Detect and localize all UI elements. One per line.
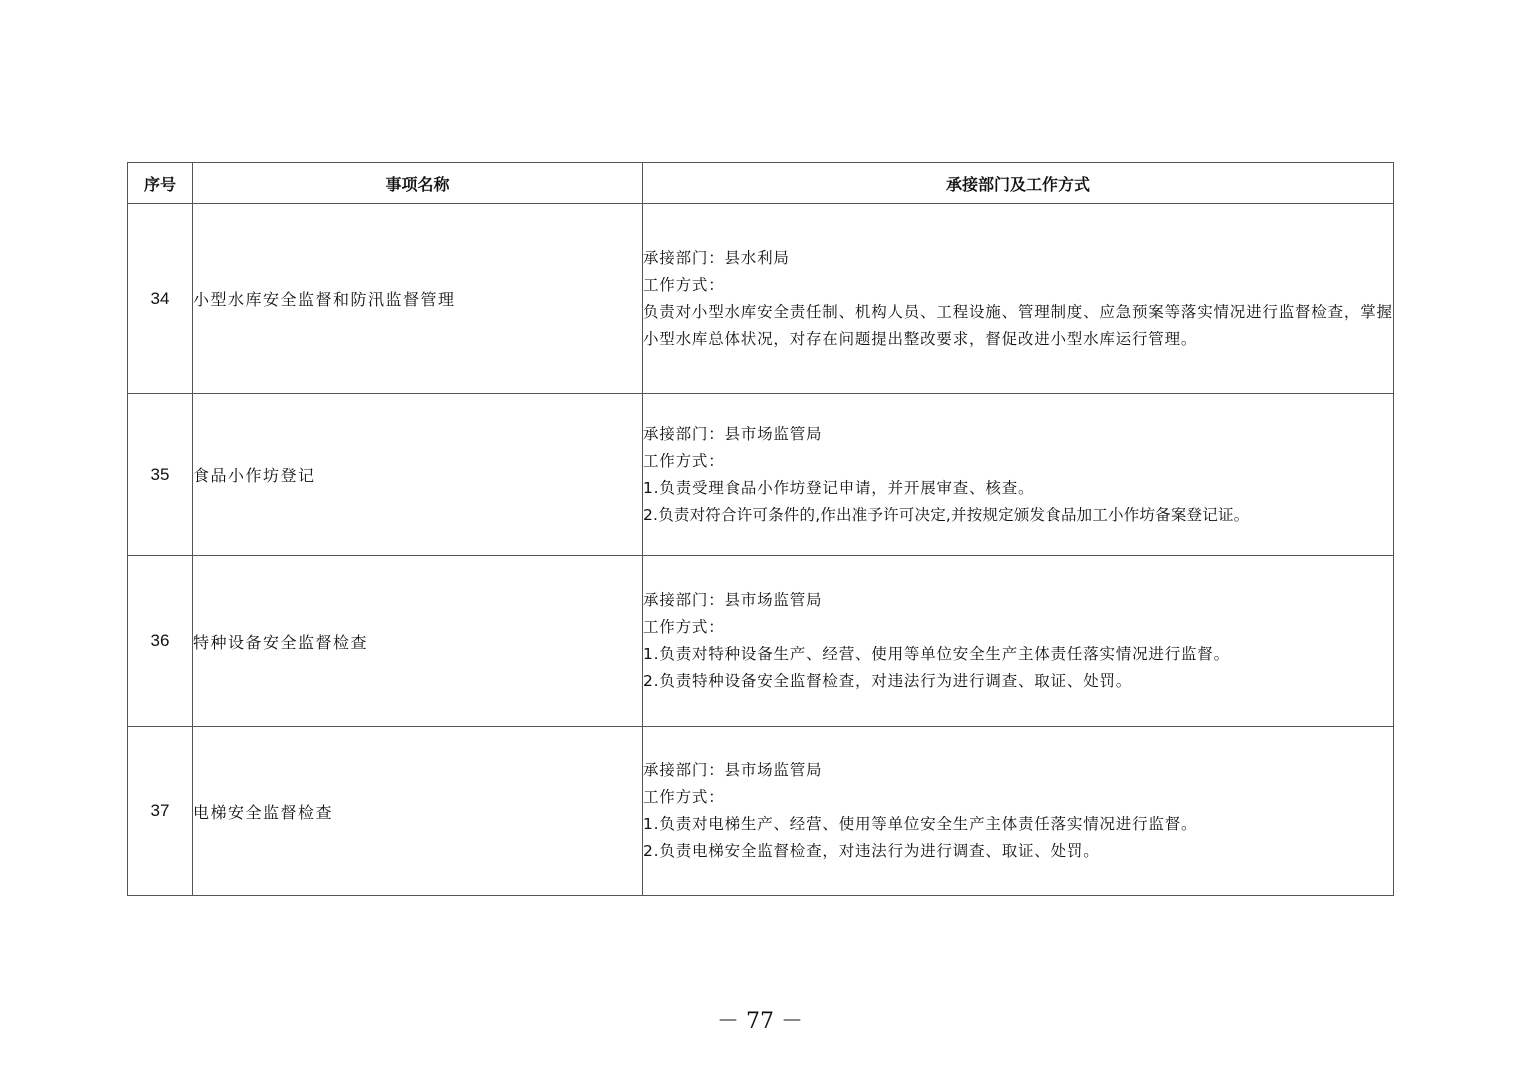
row-number: 35 xyxy=(128,394,193,556)
table-row xyxy=(128,394,1394,556)
matters-table xyxy=(127,162,1394,896)
method-item: 2.负责电梯安全监督检查，对违法行为进行调查、取证、处罚。 xyxy=(643,842,1100,860)
method-label: 工作方式： xyxy=(643,618,725,636)
department-line: 承接部门：县市场监管局 xyxy=(643,591,823,609)
item-name: 特种设备安全监督检查 xyxy=(193,556,643,727)
method-item: 1.负责受理食品小作坊登记申请，并开展审查、核查。 xyxy=(643,478,1035,497)
row-number: 34 xyxy=(128,204,193,394)
header-department-method: 承接部门及工作方式 xyxy=(643,163,1394,204)
table-row xyxy=(128,727,1394,896)
item-name: 电梯安全监督检查 xyxy=(193,727,643,896)
item-name: 小型水库安全监督和防汛监督管理 xyxy=(193,204,643,394)
header-item-name: 事项名称 xyxy=(193,163,643,204)
header-row xyxy=(128,163,1394,204)
row-number: 37 xyxy=(128,727,193,896)
department-method-cell xyxy=(643,727,1394,896)
method-item: 2.负责对符合许可条件的,作出准予许可决定,并按规定颁发食品加工小作坊备案登记证。 xyxy=(643,505,1250,524)
method-item: 1.负责对特种设备生产、经营、使用等单位安全生产主体责任落实情况进行监督。 xyxy=(643,645,1230,663)
table-row xyxy=(128,204,1394,394)
method-label: 工作方式： xyxy=(643,788,725,806)
method-item: 负责对小型水库安全责任制、机构人员、工程设施、管理制度、应急预案等落实情况进行监督检查，掌握小型水库总体状况，对存在问题提出整改要求，督促改进小型水库运行管理。 xyxy=(643,302,1393,348)
method-label: 工作方式： xyxy=(643,275,725,294)
page-number: － 77 － xyxy=(717,1009,803,1034)
department-line: 承接部门：县市场监管局 xyxy=(643,761,823,779)
department-line: 承接部门：县市场监管局 xyxy=(643,424,823,443)
row-number: 36 xyxy=(128,556,193,727)
department-line: 承接部门：县水利局 xyxy=(643,248,790,267)
method-item: 2.负责特种设备安全监督检查，对违法行为进行调查、取证、处罚。 xyxy=(643,672,1133,690)
method-label: 工作方式： xyxy=(643,451,725,470)
header-serial-number: 序号 xyxy=(128,163,193,204)
department-method-cell xyxy=(643,556,1394,727)
method-item: 1.负责对电梯生产、经营、使用等单位安全生产主体责任落实情况进行监督。 xyxy=(643,815,1198,833)
table-row xyxy=(128,556,1394,727)
department-method-cell xyxy=(643,204,1394,394)
item-name: 食品小作坊登记 xyxy=(193,394,643,556)
department-method-cell xyxy=(643,394,1394,556)
